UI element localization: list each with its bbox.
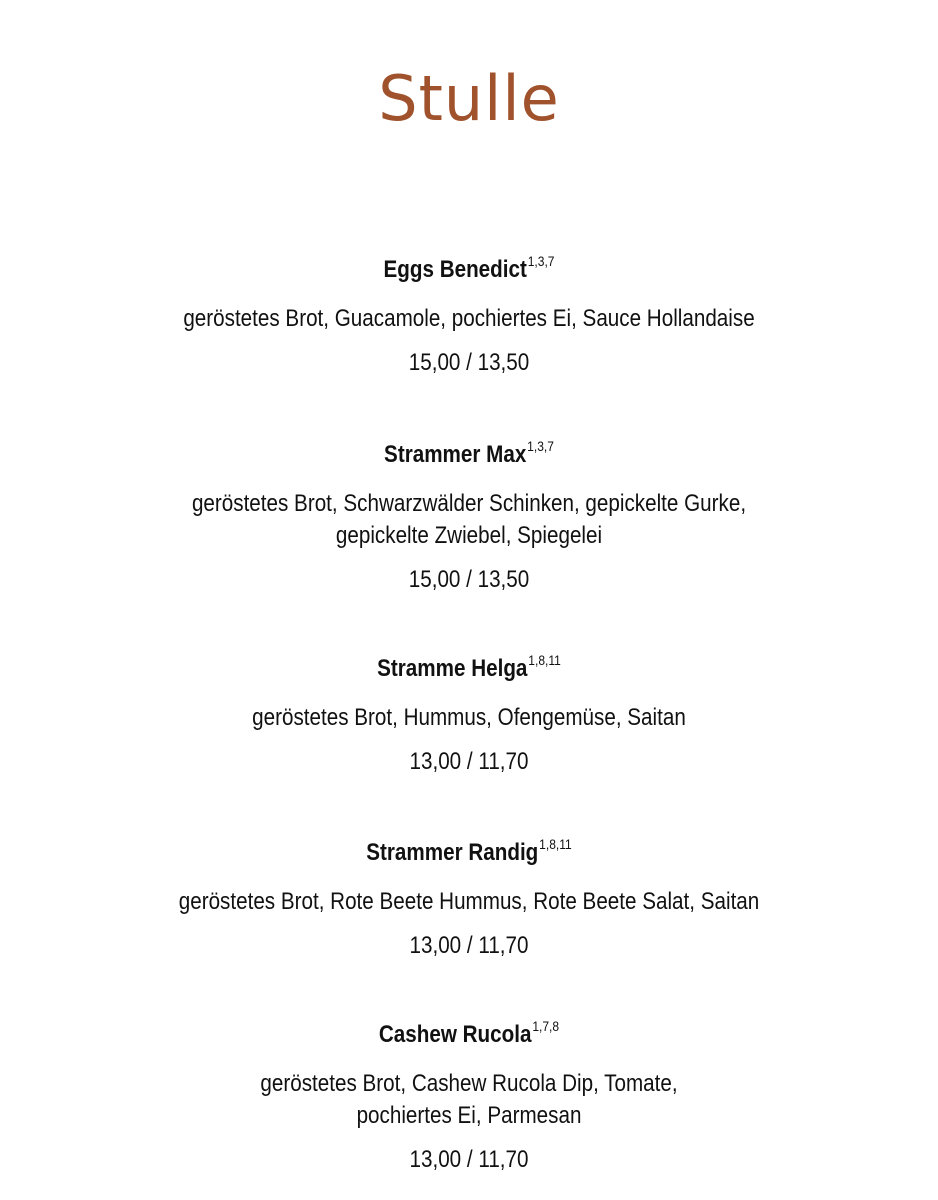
menu-item-price: 15,00 / 13,50 xyxy=(408,349,530,376)
menu-item-price: 13,00 / 11,70 xyxy=(409,1146,529,1173)
menu-item-description: pochiertes Ei, Parmesan xyxy=(356,1102,582,1129)
menu-item-name: Strammer Randig xyxy=(366,839,539,866)
menu-item-description: geröstetes Brot, Rote Beete Hummus, Rote Beete Salat, Saitan xyxy=(178,888,760,915)
menu-item-cashew-rucola xyxy=(0,1020,938,1175)
menu-item-description: gepickelte Zwiebel, Spiegelei xyxy=(335,522,603,549)
menu-item-strammer-max xyxy=(0,440,938,595)
menu-item-name-wrapper xyxy=(66,440,873,470)
menu-item-allergens: 1,8,11 xyxy=(528,652,561,668)
menu-item-name-wrapper xyxy=(66,838,873,868)
menu-item-description: geröstetes Brot, Hummus, Ofengemüse, Saitan xyxy=(252,704,686,731)
menu-item-name-wrapper xyxy=(66,255,873,285)
menu-item-name: Strammer Max xyxy=(384,441,527,468)
menu-item-stramme-helga xyxy=(0,654,938,777)
menu-item-description: geröstetes Brot, Cashew Rucola Dip, Tomate, xyxy=(260,1070,678,1097)
menu-item-price: 15,00 / 13,50 xyxy=(408,566,530,593)
menu-item-name-wrapper xyxy=(66,654,873,684)
menu-item-name: Cashew Rucola xyxy=(378,1021,532,1048)
menu-item-allergens: 1,3,7 xyxy=(527,438,554,454)
menu-item-name: Eggs Benedict xyxy=(383,256,527,283)
menu-item-allergens: 1,3,7 xyxy=(527,253,555,269)
menu-item-description: geröstetes Brot, Schwarzwälder Schinken, gepickelte Gurke, xyxy=(191,490,747,517)
menu-item-allergens: 1,8,11 xyxy=(539,836,572,852)
menu-item-price: 13,00 / 11,70 xyxy=(409,748,529,775)
menu-item-strammer-randig xyxy=(0,838,938,961)
menu-item-allergens: 1,7,8 xyxy=(532,1018,560,1034)
menu-item-name-wrapper xyxy=(66,1020,873,1050)
menu-title: Stulle xyxy=(378,62,560,135)
menu-item-price: 13,00 / 11,70 xyxy=(409,932,529,959)
menu-item-name: Stramme Helga xyxy=(377,655,528,682)
menu-item-eggs-benedict xyxy=(0,255,938,378)
menu-item-description: geröstetes Brot, Guacamole, pochiertes Ei, Sauce Hollandaise xyxy=(183,305,755,332)
